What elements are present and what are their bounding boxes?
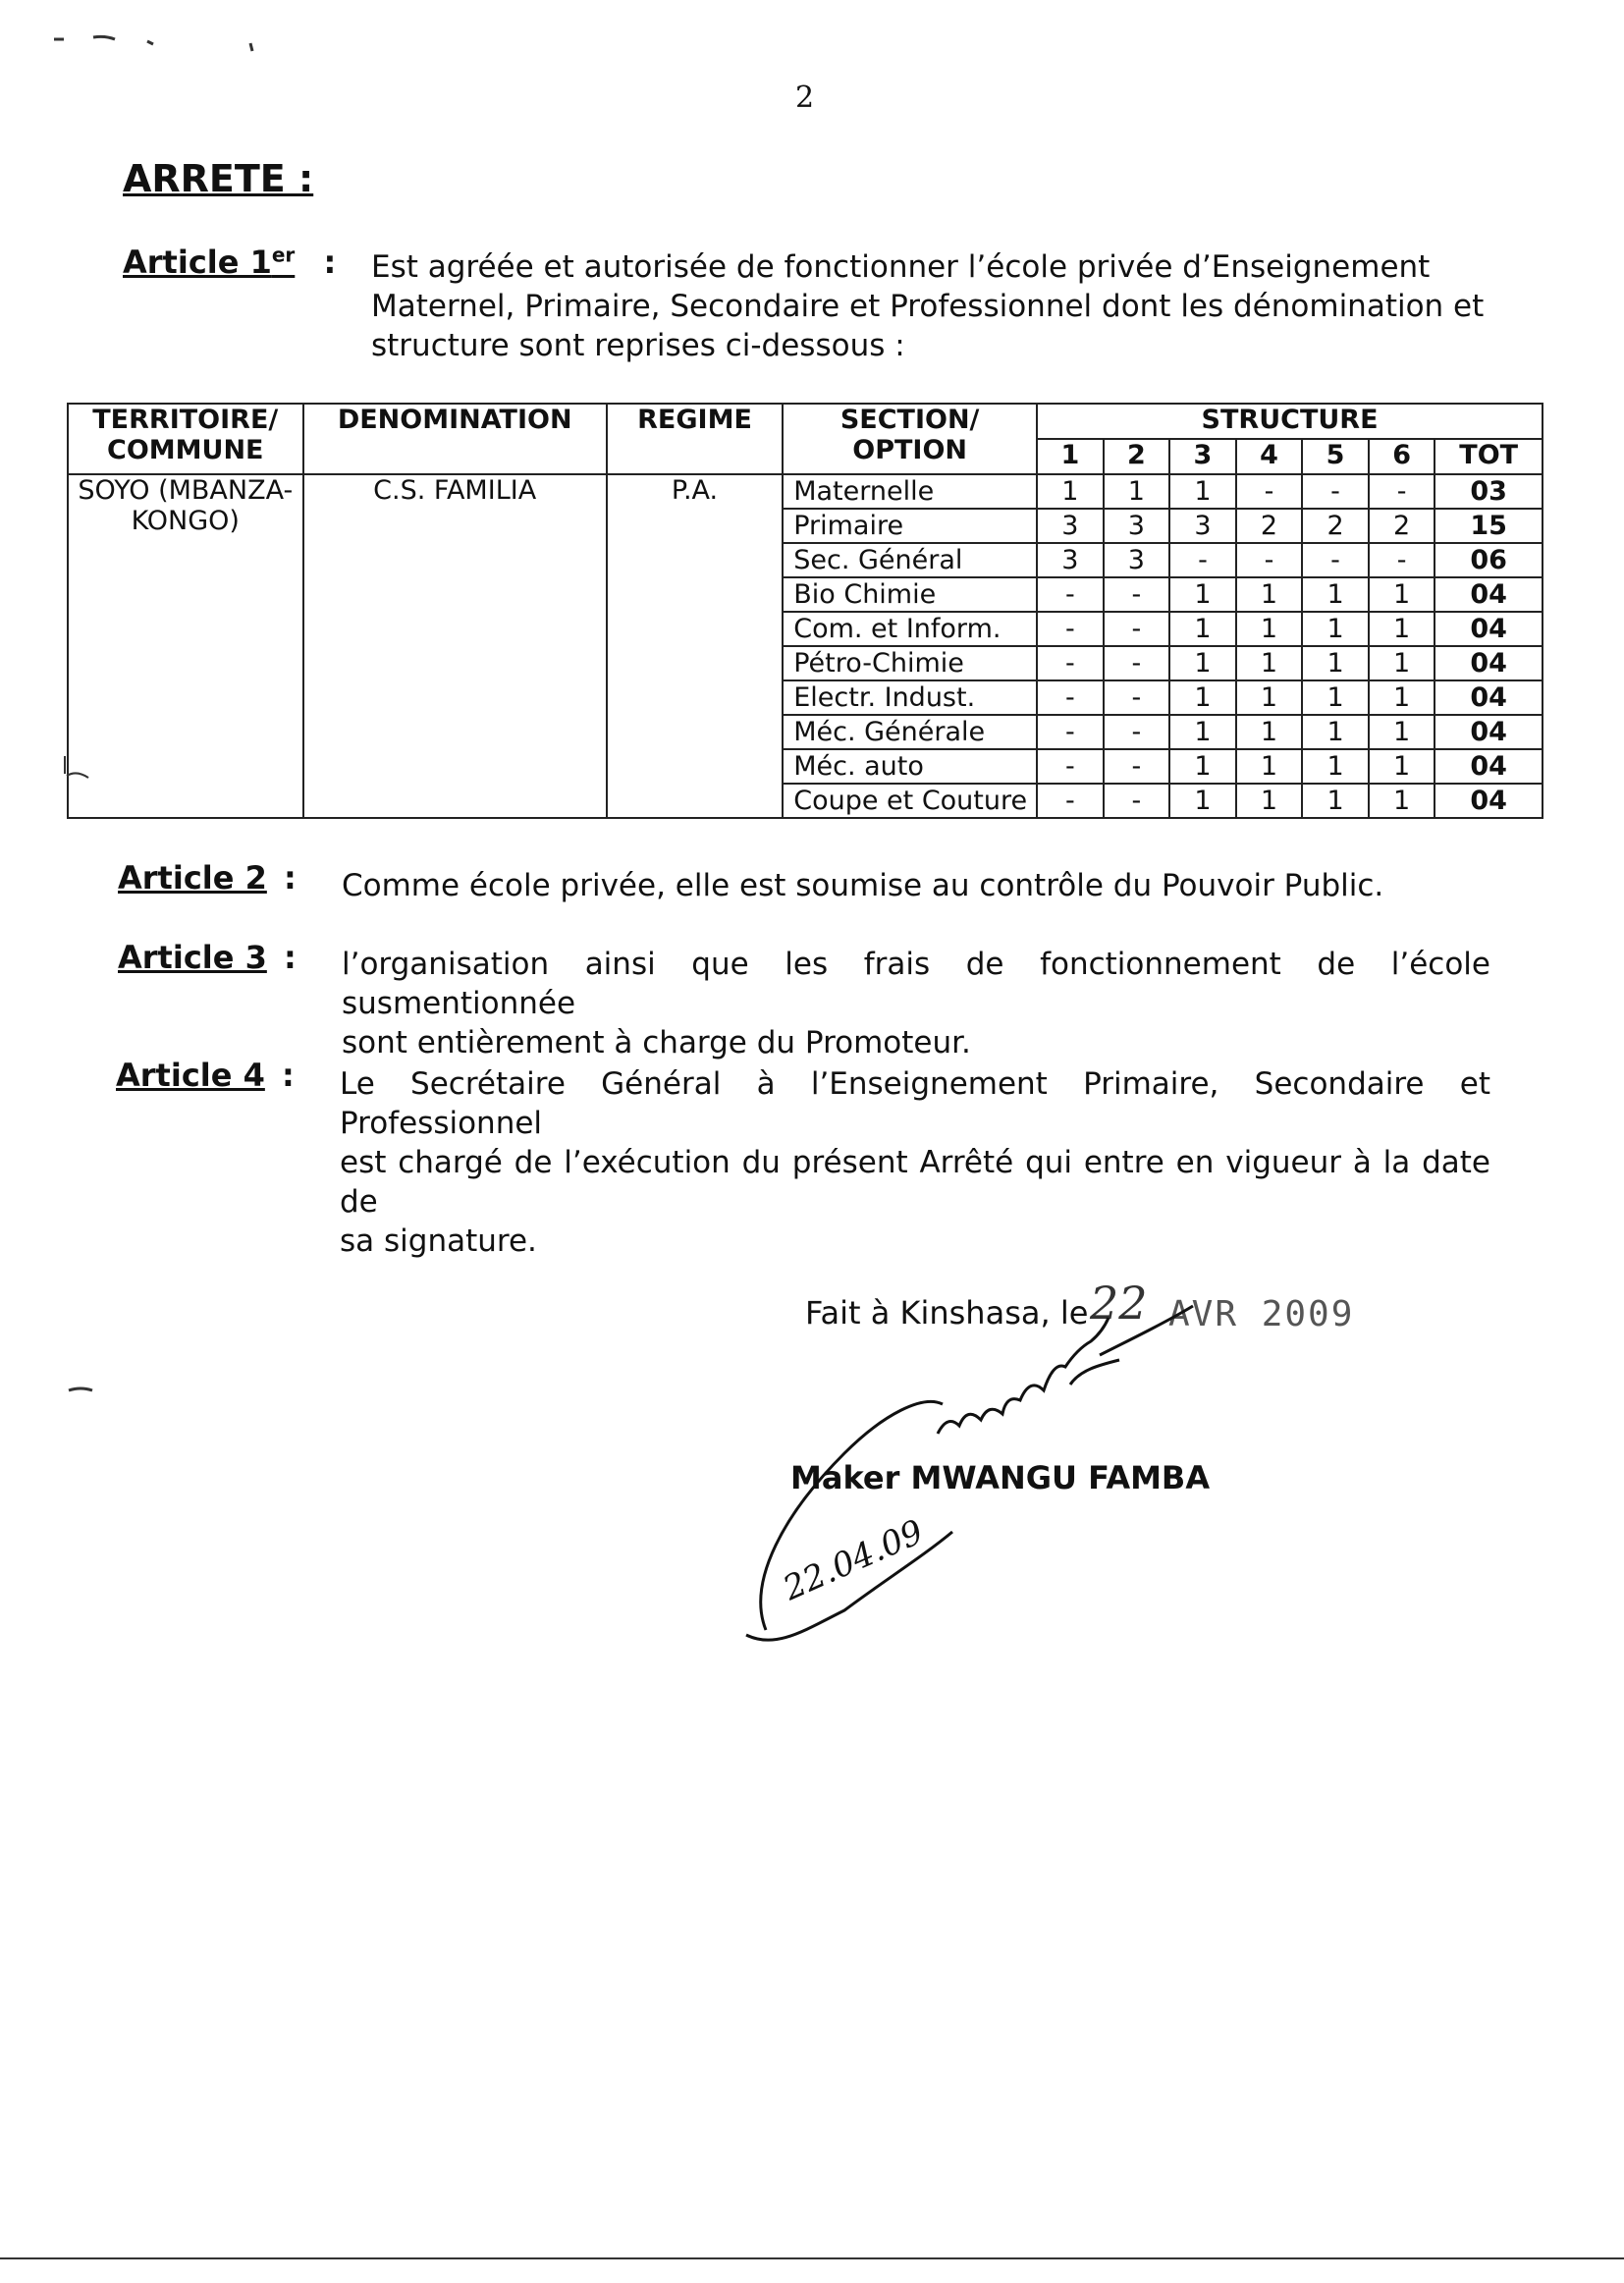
handwritten-date: 22.04.09 <box>777 1512 930 1609</box>
territoire-cell: SOYO (MBANZA-KONGO) <box>68 474 303 818</box>
value-cell: 1 <box>1302 612 1369 646</box>
value-cell: - <box>1037 612 1104 646</box>
value-cell: 1 <box>1169 680 1236 715</box>
value-cell: 1 <box>1236 749 1303 784</box>
value-cell: 2 <box>1369 509 1435 543</box>
value-cell: 1 <box>1236 577 1303 612</box>
table-header-row <box>68 404 1543 439</box>
signature-place: Fait à Kinshasa, le <box>805 1294 1089 1332</box>
total-cell: 15 <box>1435 509 1543 543</box>
section-cell: Coupe et Couture <box>783 784 1037 818</box>
article-1-line: structure sont reprises ci-dessous : <box>371 328 905 363</box>
total-cell: 03 <box>1435 474 1543 509</box>
denomination-cell: C.S. FAMILIA <box>303 474 607 818</box>
header-col-4: 4 <box>1236 439 1303 474</box>
value-cell: - <box>1302 543 1369 577</box>
total-cell: 04 <box>1435 577 1543 612</box>
value-cell: 1 <box>1169 474 1236 509</box>
value-cell: - <box>1169 543 1236 577</box>
value-cell: 3 <box>1169 509 1236 543</box>
value-cell: 1 <box>1302 646 1369 680</box>
value-cell: - <box>1369 543 1435 577</box>
value-cell: 1 <box>1369 784 1435 818</box>
section-cell: Maternelle <box>783 474 1037 509</box>
total-cell: 06 <box>1435 543 1543 577</box>
value-cell: 1 <box>1369 577 1435 612</box>
value-cell: 1 <box>1169 646 1236 680</box>
header-territoire: TERRITOIRE/ COMMUNE <box>68 404 303 474</box>
value-cell: 1 <box>1236 715 1303 749</box>
value-cell: 1 <box>1302 715 1369 749</box>
value-cell: 1 <box>1236 680 1303 715</box>
section-cell: Primaire <box>783 509 1037 543</box>
page-number: 2 <box>795 81 815 115</box>
section-cell: Com. et Inform. <box>783 612 1037 646</box>
value-cell: 1 <box>1369 749 1435 784</box>
date-stamp: AVR 2009 <box>1168 1294 1355 1334</box>
value-cell: 1 <box>1169 577 1236 612</box>
value-cell: - <box>1104 680 1170 715</box>
value-cell: - <box>1037 784 1104 818</box>
value-cell: 1 <box>1369 612 1435 646</box>
article-2-label-text: Article 2 <box>118 859 267 897</box>
value-cell: 1 <box>1169 612 1236 646</box>
section-cell: Electr. Indust. <box>783 680 1037 715</box>
header-col-5: 5 <box>1302 439 1369 474</box>
signer-name: Maker MWANGU FAMBA <box>790 1459 1211 1496</box>
header-col-6: 6 <box>1369 439 1435 474</box>
value-cell: - <box>1037 749 1104 784</box>
value-cell: - <box>1104 749 1170 784</box>
school-structure-table <box>67 403 1543 819</box>
value-cell: 1 <box>1104 474 1170 509</box>
value-cell: - <box>1104 715 1170 749</box>
article-2-label <box>118 859 297 897</box>
header-col-1: 1 <box>1037 439 1104 474</box>
header-col-tot: TOT <box>1435 439 1543 474</box>
header-structure: STRUCTURE <box>1037 404 1543 439</box>
header-section: SECTION/ OPTION <box>783 404 1037 474</box>
article-4-line: Le Secrétaire Général à l’Enseignement Primaire, Secondaire et Professionnel <box>340 1066 1490 1141</box>
value-cell: 1 <box>1169 715 1236 749</box>
total-cell: 04 <box>1435 646 1543 680</box>
article-4-line: est chargé de l’exécution du présent Arrêté qui entre en vigueur à la date de <box>340 1145 1490 1220</box>
article-1-sup: er <box>271 243 296 266</box>
value-cell: 3 <box>1104 543 1170 577</box>
table-row <box>68 474 1543 509</box>
value-cell: 2 <box>1302 509 1369 543</box>
value-cell: - <box>1037 646 1104 680</box>
article-3-label <box>118 939 297 976</box>
regime-cell: P.A. <box>607 474 783 818</box>
value-cell: 1 <box>1302 680 1369 715</box>
value-cell: 1 <box>1169 749 1236 784</box>
article-4-line: sa signature. <box>340 1223 537 1259</box>
value-cell: 1 <box>1302 784 1369 818</box>
article-3-line: l’organisation ainsi que les frais de fonctionnement de l’école susmentionnée <box>342 947 1490 1021</box>
section-cell: Méc. auto <box>783 749 1037 784</box>
article-3-line: sont entièrement à charge du Promoteur. <box>342 1025 971 1060</box>
stamp-day: 22 <box>1090 1277 1148 1330</box>
article-2-colon: : <box>284 859 297 897</box>
article-1-colon: : <box>323 243 337 281</box>
total-cell: 04 <box>1435 784 1543 818</box>
header-col-3: 3 <box>1169 439 1236 474</box>
total-cell: 04 <box>1435 715 1543 749</box>
article-1-line: Est agréée et autorisée de fonctionner l’école privée d’Enseignement <box>371 249 1431 285</box>
article-1-line: Maternel, Primaire, Secondaire et Professionnel dont les dénomination et <box>371 289 1485 324</box>
article-3-text <box>342 945 1490 1062</box>
value-cell: - <box>1104 646 1170 680</box>
article-4-text <box>340 1064 1490 1261</box>
header-denomination: DENOMINATION <box>303 404 607 474</box>
value-cell: 1 <box>1302 749 1369 784</box>
decree-heading: ARRETE : <box>123 157 314 200</box>
value-cell: - <box>1104 784 1170 818</box>
value-cell: 1 <box>1369 680 1435 715</box>
value-cell: 1 <box>1236 646 1303 680</box>
value-cell: - <box>1369 474 1435 509</box>
value-cell: 1 <box>1369 715 1435 749</box>
value-cell: - <box>1104 577 1170 612</box>
value-cell: 1 <box>1169 784 1236 818</box>
value-cell: 1 <box>1236 612 1303 646</box>
header-regime: REGIME <box>607 404 783 474</box>
value-cell: 1 <box>1369 646 1435 680</box>
section-cell: Méc. Générale <box>783 715 1037 749</box>
value-cell: 1 <box>1236 784 1303 818</box>
header-col-2: 2 <box>1104 439 1170 474</box>
value-cell: - <box>1037 715 1104 749</box>
value-cell: - <box>1037 680 1104 715</box>
article-1-label-text: Article 1 <box>123 243 272 281</box>
section-cell: Sec. Général <box>783 543 1037 577</box>
article-2-text: Comme école privée, elle est soumise au contrôle du Pouvoir Public. <box>342 868 1384 903</box>
article-4-label-text: Article 4 <box>116 1057 265 1094</box>
article-3-label-text: Article 3 <box>118 939 267 976</box>
value-cell: 3 <box>1104 509 1170 543</box>
value-cell: - <box>1236 543 1303 577</box>
value-cell: 3 <box>1037 509 1104 543</box>
total-cell: 04 <box>1435 749 1543 784</box>
value-cell: - <box>1236 474 1303 509</box>
total-cell: 04 <box>1435 680 1543 715</box>
value-cell: - <box>1037 577 1104 612</box>
total-cell: 04 <box>1435 612 1543 646</box>
article-1-text <box>371 247 1495 365</box>
value-cell: 3 <box>1037 543 1104 577</box>
value-cell: - <box>1104 612 1170 646</box>
value-cell: 1 <box>1302 577 1369 612</box>
article-1-label <box>123 243 336 281</box>
value-cell: - <box>1302 474 1369 509</box>
section-cell: Pétro-Chimie <box>783 646 1037 680</box>
value-cell: 2 <box>1236 509 1303 543</box>
article-4-label <box>116 1057 295 1094</box>
article-4-colon: : <box>282 1057 295 1094</box>
section-cell: Bio Chimie <box>783 577 1037 612</box>
value-cell: 1 <box>1037 474 1104 509</box>
article-3-colon: : <box>284 939 297 976</box>
